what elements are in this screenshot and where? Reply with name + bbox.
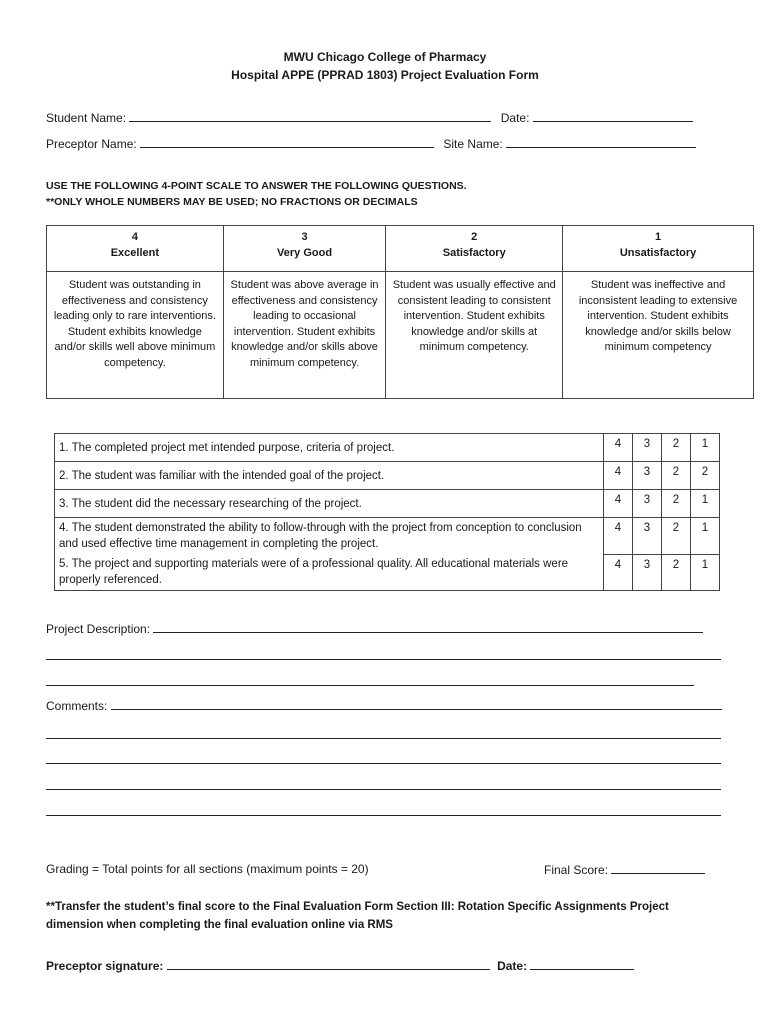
preceptor-name-row [46,136,696,151]
final-score-field[interactable] [611,862,705,874]
instructions-line2: **ONLY WHOLE NUMBERS MAY BE USED; NO FRACTIONS OR DECIMALS [46,196,418,208]
final-score-label: Final Score: [544,863,609,877]
score-option[interactable]: 2 [662,518,691,555]
comments-label: Comments: [46,699,108,713]
score-option[interactable]: 2 [662,462,691,490]
question-text: 5. The project and supporting materials were of a professional quality. All educational materials were properly referenced. [55,554,604,591]
score-option[interactable]: 4 [604,554,633,591]
date-field[interactable] [533,110,693,122]
question-text: 1. The completed project met intended purpose, criteria of project. [55,434,604,462]
score-option[interactable]: 2 [662,490,691,518]
score-option[interactable]: 1 [691,518,720,555]
score-option[interactable]: 2 [691,462,720,490]
form-title: Hospital APPE (PPRAD 1803) Project Evaluation Form [231,68,539,82]
signature-date-field[interactable] [530,958,634,970]
scale-description-1: Student was ineffective and inconsistent leading to extensive intervention. Student exhibits knowledge and/or skills below minimum competency [563,272,754,399]
final-score-row [544,862,705,877]
score-option[interactable]: 1 [691,490,720,518]
score-option[interactable]: 3 [633,518,662,555]
preceptor-signature-field[interactable] [167,958,490,970]
scale-header-3: 3 Very Good [223,226,386,272]
score-option[interactable]: 3 [633,462,662,490]
preceptor-name-field[interactable] [140,136,434,148]
scale-header-1: 1 Unsatisfactory [563,226,754,272]
form-institution: MWU Chicago College of Pharmacy [283,50,487,64]
comments-line[interactable] [46,815,721,816]
comments-line[interactable] [46,738,721,739]
student-name-field[interactable] [129,110,491,122]
comments-line[interactable] [46,789,721,790]
score-option[interactable]: 3 [633,554,662,591]
signature-row [46,958,634,973]
project-description-row [46,621,703,636]
comments-line[interactable] [46,763,721,764]
score-option[interactable]: 4 [604,518,633,555]
score-option[interactable]: 4 [604,462,633,490]
question-text: 3. The student did the necessary researching of the project. [55,490,604,518]
preceptor-name-label: Preceptor Name: [46,137,137,151]
score-option[interactable]: 2 [662,434,691,462]
score-option[interactable]: 1 [691,554,720,591]
signature-date-label: Date: [497,959,528,973]
transfer-note: **Transfer the student’s final score to the Final Evaluation Form Section III: Rotation Specific Assignments Project dimension when completing the final evaluation online via RMS [46,901,669,931]
grading-note: Grading = Total points for all sections (maximum points = 20) [46,862,369,876]
scale-description-3: Student was above average in effectiveness and consistency leading to occasional intervention. Student exhibits knowledge and/or skills above minimum competency. [223,272,386,399]
site-name-field[interactable] [506,136,696,148]
project-description-label: Project Description: [46,622,151,636]
scale-description-2: Student was usually effective and consistent leading to consistent intervention. Student exhibits knowledge and/or skills at minimum competency. [386,272,563,399]
rating-scale-table [46,225,754,399]
preceptor-signature-label: Preceptor signature: [46,959,164,973]
comments-row [46,698,722,713]
date-label: Date: [500,111,530,125]
scale-header-4: 4 Excellent [47,226,224,272]
score-option[interactable]: 4 [604,490,633,518]
score-option[interactable]: 4 [604,434,633,462]
question-row [55,462,720,490]
score-option[interactable]: 3 [633,490,662,518]
project-description-field[interactable] [153,621,703,633]
question-row [55,518,720,555]
instructions-line1: USE THE FOLLOWING 4-POINT SCALE TO ANSWER THE FOLLOWING QUESTIONS. [46,180,467,192]
question-row [55,554,720,591]
scale-description-4: Student was outstanding in effectiveness and consistency leading only to rare interventions. Student exhibits knowledge and/or skills well above minimum competency. [47,272,224,399]
scale-header-2: 2 Satisfactory [386,226,563,272]
question-row [55,490,720,518]
score-option[interactable]: 1 [691,434,720,462]
project-description-line[interactable] [46,685,694,686]
questions-table [54,433,720,591]
project-description-line[interactable] [46,659,721,660]
question-row [55,434,720,462]
score-option[interactable]: 2 [662,554,691,591]
student-name-label: Student Name: [46,111,127,125]
question-text: 2. The student was familiar with the intended goal of the project. [55,462,604,490]
question-text: 4. The student demonstrated the ability to follow-through with the project from conception to conclusion and used effective time management in completing the project. [55,518,604,555]
site-name-label: Site Name: [443,137,503,151]
comments-field[interactable] [111,698,722,710]
student-name-row [46,110,693,125]
score-option[interactable]: 3 [633,434,662,462]
